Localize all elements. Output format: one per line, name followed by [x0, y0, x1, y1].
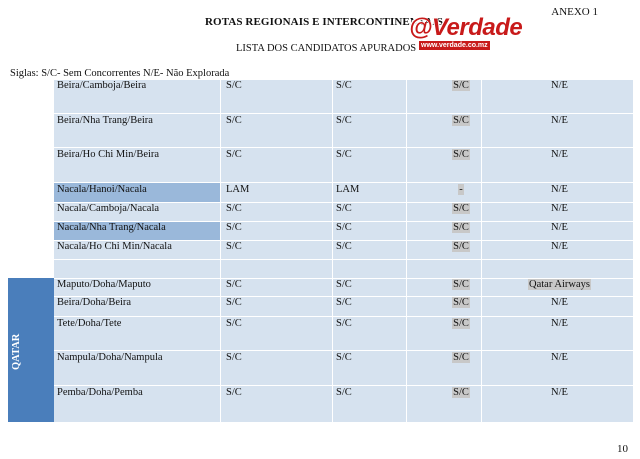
status-cell: N/E [551, 222, 568, 233]
status-cell: S/C [453, 297, 469, 308]
status-cell: S/C [453, 279, 469, 290]
status-cell: N/E [551, 241, 568, 252]
page-number: 10 [617, 443, 628, 455]
status-cell: S/C [226, 318, 242, 329]
status-cell: S/C [453, 318, 469, 329]
route-cell: Tete/Doha/Tete [57, 318, 122, 329]
status-cell: S/C [336, 149, 352, 160]
status-cell: N/E [551, 297, 568, 308]
route-cell: Nacala/Ho Chi Min/Nacala [57, 241, 172, 252]
status-cell: S/C [336, 203, 352, 214]
status-cell: S/C [336, 222, 352, 233]
abbreviation-legend: Siglas: S/C- Sem Concorrentes N/E- Não Explorada [10, 68, 230, 79]
route-cell: Beira/Doha/Beira [57, 297, 132, 308]
route-cell: Beira/Nha Trang/Beira [57, 115, 153, 126]
status-cell: S/C [453, 149, 469, 160]
status-cell: S/C [226, 203, 242, 214]
status-cell: N/E [551, 352, 568, 363]
status-cell: S/C [336, 80, 352, 91]
status-cell: LAM [336, 184, 360, 195]
status-cell: S/C [453, 203, 469, 214]
status-cell: S/C [226, 241, 242, 252]
status-cell: S/C [453, 387, 469, 398]
route-cell: Nacala/Hanoi/Nacala [57, 184, 147, 195]
status-cell: S/C [453, 241, 469, 252]
status-cell: S/C [226, 222, 242, 233]
status-cell: S/C [336, 387, 352, 398]
status-cell: S/C [336, 352, 352, 363]
status-cell: N/E [551, 149, 568, 160]
route-cell: Pemba/Doha/Pemba [57, 387, 143, 398]
status-cell: S/C [226, 80, 242, 91]
status-cell: N/E [551, 115, 568, 126]
status-cell: S/C [336, 318, 352, 329]
status-cell: S/C [226, 387, 242, 398]
watermark-logo [407, 14, 523, 52]
watermark-url: www.verdade.co.mz [421, 42, 488, 49]
status-cell: S/C [226, 115, 242, 126]
status-cell: S/C [226, 352, 242, 363]
qatar-group-label: QATAR [11, 333, 22, 370]
route-cell: Nacala/Camboja/Nacala [57, 203, 160, 214]
status-cell: S/C [336, 297, 352, 308]
status-cell: S/C [336, 241, 352, 252]
status-cell: N/E [551, 184, 568, 195]
status-cell: S/C [336, 279, 352, 290]
status-cell: S/C [453, 352, 469, 363]
status-cell: - [459, 184, 463, 195]
status-cell: Qatar Airways [529, 279, 590, 290]
status-cell: S/C [226, 149, 242, 160]
status-cell: S/C [453, 80, 469, 91]
status-cell: N/E [551, 203, 568, 214]
route-cell: Maputo/Doha/Maputo [57, 279, 151, 290]
status-cell: S/C [226, 297, 242, 308]
document-subtitle: LISTA DOS CANDIDATOS APURADOS [236, 43, 417, 54]
annex-label: ANEXO 1 [551, 6, 598, 18]
route-cell: Beira/Camboja/Beira [57, 80, 147, 91]
document-title: ROTAS REGIONAIS E INTERCONTINENTAIS [205, 16, 444, 28]
route-cell: Nacala/Nha Trang/Nacala [57, 222, 166, 233]
status-cell: N/E [551, 387, 568, 398]
route-cell: Beira/Ho Chi Min/Beira [57, 149, 160, 160]
status-cell: N/E [551, 80, 568, 91]
status-cell: LAM [226, 184, 250, 195]
status-cell: S/C [453, 115, 469, 126]
status-cell: S/C [226, 279, 242, 290]
route-cell: Nampula/Doha/Nampula [57, 352, 163, 363]
status-cell: N/E [551, 318, 568, 329]
status-cell: S/C [453, 222, 469, 233]
routes-table [8, 80, 633, 422]
status-cell: S/C [336, 115, 352, 126]
watermark-word: @Verdade [409, 14, 523, 41]
